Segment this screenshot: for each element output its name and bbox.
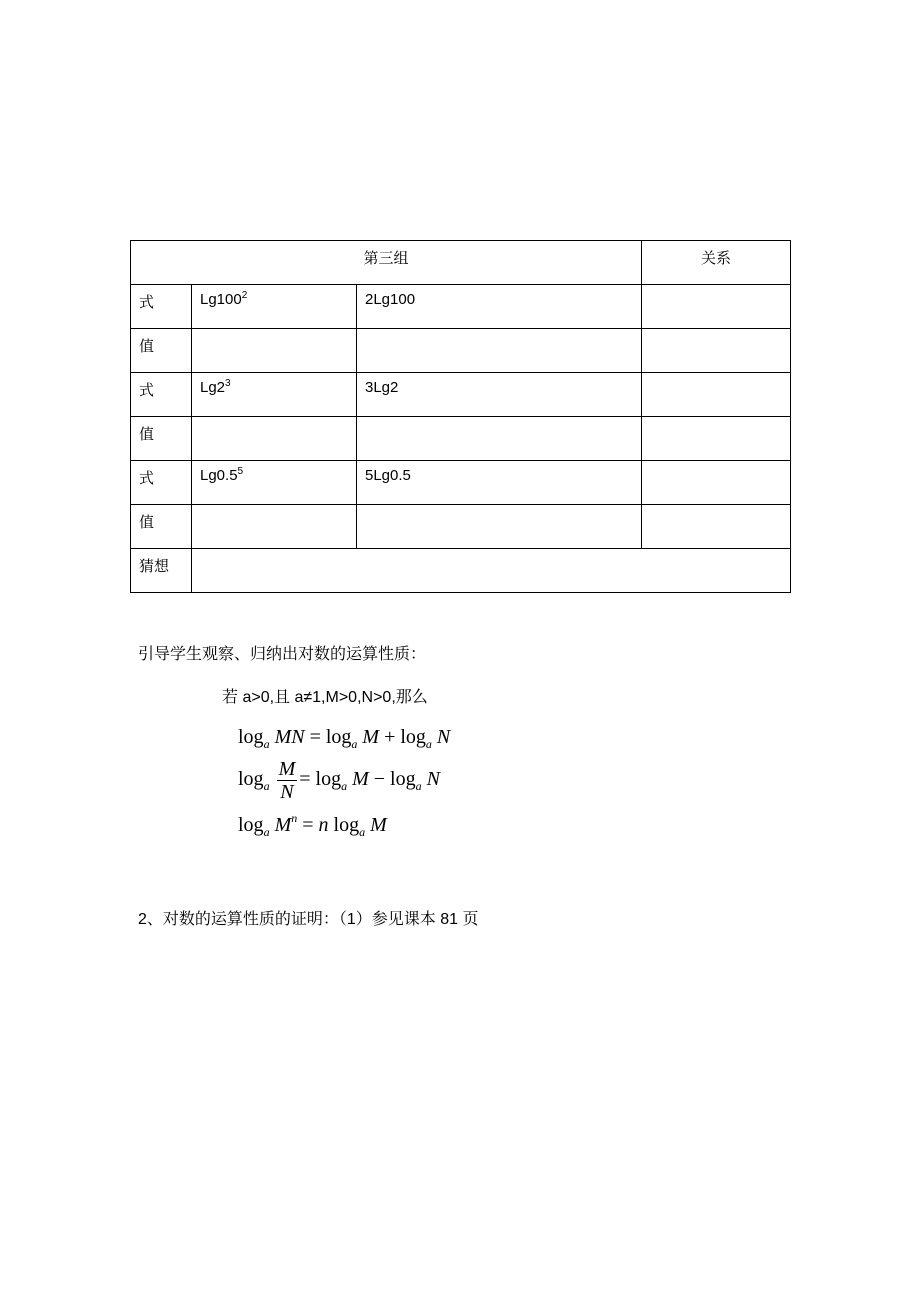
intro-text: 引导学生观察、归纳出对数的运算性质： bbox=[138, 646, 427, 663]
expr-b: 2Lg100 bbox=[357, 285, 642, 329]
section-2-text: 2、对数的运算性质的证明：（1）参见课本 81 页 bbox=[138, 911, 479, 928]
expr-a: $Lg0.5^5$ bbox=[192, 461, 357, 505]
row-label: 式 bbox=[131, 285, 192, 329]
relation-cell bbox=[642, 373, 791, 417]
table-row-guess bbox=[131, 549, 791, 593]
formula-quotient: $\log_a$ $\frac{M}{N}$ = $\log_a M - \log_a N$ bbox=[238, 758, 440, 803]
row-label: 猜想 bbox=[131, 549, 192, 593]
table-row bbox=[131, 505, 791, 549]
expr-a: $Lg100^2$ bbox=[192, 285, 357, 329]
value-a bbox=[192, 417, 357, 461]
row-label: 值 bbox=[131, 417, 192, 461]
value-b bbox=[357, 417, 642, 461]
table-row bbox=[131, 461, 791, 505]
formula-power: $\log_a M^n = n$ $\log_a M$ bbox=[238, 811, 387, 839]
guess-cell bbox=[192, 549, 791, 593]
table-row bbox=[131, 417, 791, 461]
expr-b: 5Lg0.5 bbox=[357, 461, 642, 505]
expr-a: $Lg2^3$ bbox=[192, 373, 357, 417]
table-row bbox=[131, 329, 791, 373]
value-b bbox=[357, 329, 642, 373]
row-label: 式 bbox=[131, 461, 192, 505]
table-header-row bbox=[131, 241, 791, 285]
header-relation: 关系 bbox=[642, 241, 791, 285]
comparison-table bbox=[130, 240, 791, 593]
condition-text: 若 a>0,且 a≠1,M>0,N>0,那么 bbox=[222, 689, 428, 706]
relation-cell bbox=[642, 329, 791, 373]
table-row bbox=[131, 373, 791, 417]
row-label: 值 bbox=[131, 505, 192, 549]
relation-cell bbox=[642, 417, 791, 461]
value-a bbox=[192, 329, 357, 373]
row-label: 值 bbox=[131, 329, 192, 373]
formula-product: $\log_a$ MN = $\log_a M + \log_a N$ bbox=[238, 726, 451, 751]
relation-cell bbox=[642, 505, 791, 549]
header-group: 第三组 bbox=[131, 241, 642, 285]
relation-cell bbox=[642, 285, 791, 329]
value-a bbox=[192, 505, 357, 549]
relation-cell bbox=[642, 461, 791, 505]
fraction: $\frac{M}{N}$ bbox=[278, 758, 296, 803]
row-label: 式 bbox=[131, 373, 192, 417]
value-b bbox=[357, 505, 642, 549]
table-row bbox=[131, 285, 791, 329]
expr-b: 3Lg2 bbox=[357, 373, 642, 417]
